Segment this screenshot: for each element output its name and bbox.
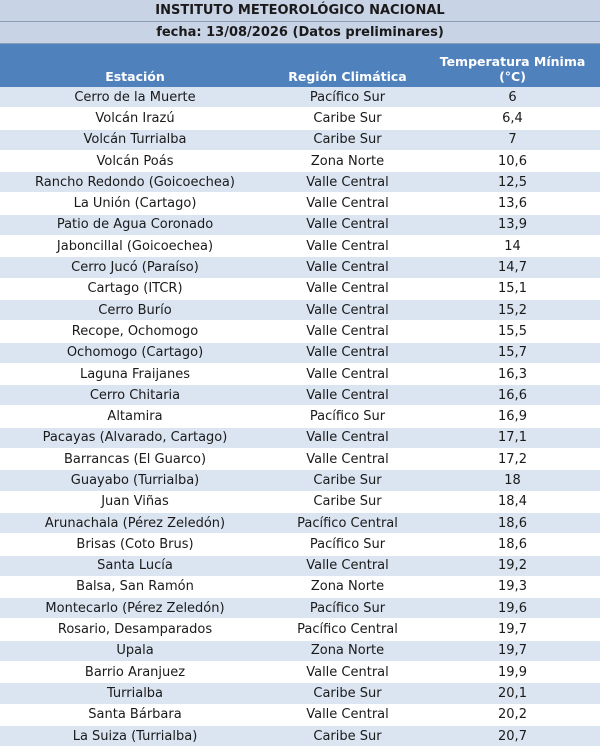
table-row — [0, 406, 600, 427]
region-cell: Caribe Sur — [313, 494, 382, 510]
region-cell: Caribe Sur — [313, 685, 382, 701]
region-cell: Valle Central — [306, 196, 389, 212]
station-cell: Volcán Irazú — [95, 110, 175, 126]
station-cell: Santa Bárbara — [88, 707, 182, 723]
station-cell: Cerro de la Muerte — [74, 89, 196, 105]
table-row — [0, 172, 600, 193]
table-row — [0, 683, 600, 704]
region-cell: Valle Central — [306, 174, 389, 190]
station-cell: Cerro Jucó (Paraíso) — [71, 260, 199, 276]
temperature-cell: 18,6 — [498, 515, 527, 531]
station-cell: Cerro Burío — [98, 302, 172, 318]
region-cell: Valle Central — [306, 238, 389, 254]
temperature-cell: 17,1 — [498, 430, 527, 446]
document-date: fecha: 13/08/2026 (Datos preliminares) — [0, 22, 600, 44]
temperature-cell: 12,5 — [498, 174, 527, 190]
table-row — [0, 87, 600, 108]
station-cell: Barrancas (El Guarco) — [63, 451, 207, 467]
region-cell: Pacífico Sur — [309, 409, 386, 425]
temperature-cell: 16,9 — [498, 409, 527, 425]
station-cell: Rancho Redondo (Goicoechea) — [35, 174, 235, 190]
station-cell: Volcán Turrialba — [83, 132, 187, 148]
station-cell: Guayabo (Turrialba) — [70, 472, 200, 488]
station-cell: Brisas (Coto Brus) — [76, 536, 194, 552]
table-row — [0, 108, 600, 129]
region-cell: Zona Norte — [310, 643, 385, 659]
table-row — [0, 513, 600, 534]
table-row — [0, 321, 600, 342]
station-cell: Santa Lucía — [97, 558, 173, 574]
temperature-cell: 13,9 — [498, 217, 527, 233]
table-row — [0, 556, 600, 577]
table-row — [0, 641, 600, 662]
station-cell: Upala — [116, 643, 154, 659]
header-region: Región Climática — [288, 69, 407, 84]
station-cell: La Suiza (Turrialba) — [72, 728, 198, 744]
temperature-cell: 18,4 — [498, 494, 527, 510]
region-cell: Valle Central — [306, 217, 389, 233]
station-cell: Cerro Chitaria — [89, 387, 181, 403]
temperature-cell: 19,2 — [498, 558, 527, 574]
table-row — [0, 705, 600, 726]
region-cell: Valle Central — [306, 260, 389, 276]
table-row — [0, 449, 600, 470]
table-row — [0, 726, 600, 747]
station-cell: Juan Viñas — [101, 494, 169, 510]
region-cell: Zona Norte — [310, 153, 385, 169]
table-row — [0, 300, 600, 321]
station-cell: La Unión (Cartago) — [73, 196, 197, 212]
station-cell: Balsa, San Ramón — [76, 579, 194, 595]
region-cell: Valle Central — [306, 707, 389, 723]
temperature-cell: 18,6 — [498, 536, 527, 552]
temperature-cell: 19,7 — [498, 643, 527, 659]
table-row — [0, 385, 600, 406]
temperature-cell: 15,5 — [498, 323, 527, 339]
region-cell: Pacífico Sur — [309, 89, 386, 105]
temperature-cell: 20,7 — [498, 728, 527, 744]
region-cell: Valle Central — [306, 281, 389, 297]
region-cell: Valle Central — [306, 430, 389, 446]
table-row — [0, 130, 600, 151]
table-row — [0, 193, 600, 214]
temperature-cell: 19,7 — [498, 622, 527, 638]
station-cell: Patio de Agua Coronado — [56, 217, 214, 233]
table-header — [0, 44, 600, 87]
temperature-cell: 20,1 — [498, 685, 527, 701]
region-cell: Pacífico Sur — [309, 536, 386, 552]
temperature-cell: 16,6 — [498, 387, 527, 403]
temperature-cell: 15,2 — [498, 302, 527, 318]
header-station: Estación — [105, 69, 165, 84]
table-row — [0, 151, 600, 172]
temperature-cell: 19,3 — [498, 579, 527, 595]
table-row — [0, 279, 600, 300]
table-row — [0, 236, 600, 257]
temperature-cell: 14,7 — [498, 260, 527, 276]
temperature-cell: 14 — [504, 238, 521, 254]
table-row — [0, 619, 600, 640]
table-row — [0, 364, 600, 385]
temperature-cell: 15,1 — [498, 281, 527, 297]
region-cell: Valle Central — [306, 323, 389, 339]
table-row — [0, 343, 600, 364]
station-cell: Jaboncillal (Goicoechea) — [56, 238, 214, 254]
temperature-cell: 7 — [508, 132, 517, 148]
region-cell: Pacífico Central — [297, 515, 398, 531]
table-row — [0, 215, 600, 236]
table-row — [0, 662, 600, 683]
temperature-cell: 6,4 — [502, 110, 523, 126]
station-cell: Arunachala (Pérez Zeledón) — [44, 515, 226, 531]
table-row — [0, 470, 600, 491]
temperature-cell: 18 — [504, 472, 521, 488]
station-cell: Recope, Ochomogo — [71, 323, 199, 339]
station-cell: Montecarlo (Pérez Zeledón) — [45, 600, 225, 616]
temperature-cell: 15,7 — [498, 345, 527, 361]
region-cell: Valle Central — [306, 664, 389, 680]
temperature-cell: 19,9 — [498, 664, 527, 680]
temperature-cell: 6 — [508, 89, 517, 105]
station-cell: Rosario, Desamparados — [57, 622, 213, 638]
temperature-cell: 16,3 — [498, 366, 527, 382]
table-row — [0, 428, 600, 449]
header-temperature: Temperatura Mínima (°C) — [439, 54, 586, 84]
temperature-cell: 20,2 — [498, 707, 527, 723]
table-row — [0, 257, 600, 278]
table-body — [0, 87, 600, 747]
region-cell: Valle Central — [306, 558, 389, 574]
temperature-cell: 19,6 — [498, 600, 527, 616]
station-cell: Turrialba — [106, 685, 164, 701]
station-cell: Barrio Aranjuez — [84, 664, 186, 680]
station-cell: Volcán Poás — [96, 153, 174, 169]
table-row — [0, 577, 600, 598]
region-cell: Caribe Sur — [313, 728, 382, 744]
table-row — [0, 534, 600, 555]
station-cell: Laguna Fraijanes — [79, 366, 191, 382]
region-cell: Valle Central — [306, 387, 389, 403]
region-cell: Pacífico Central — [297, 622, 398, 638]
region-cell: Caribe Sur — [313, 110, 382, 126]
region-cell: Caribe Sur — [313, 472, 382, 488]
temperature-cell: 10,6 — [498, 153, 527, 169]
region-cell: Valle Central — [306, 345, 389, 361]
region-cell: Pacífico Sur — [309, 600, 386, 616]
temperature-cell: 17,2 — [498, 451, 527, 467]
table-row — [0, 598, 600, 619]
station-cell: Pacayas (Alvarado, Cartago) — [42, 430, 228, 446]
temperature-cell: 13,6 — [498, 196, 527, 212]
region-cell: Zona Norte — [310, 579, 385, 595]
region-cell: Valle Central — [306, 366, 389, 382]
table-row — [0, 492, 600, 513]
station-cell: Altamira — [107, 409, 163, 425]
region-cell: Valle Central — [306, 302, 389, 318]
document-title: INSTITUTO METEOROLÓGICO NACIONAL — [0, 0, 600, 22]
region-cell: Caribe Sur — [313, 132, 382, 148]
region-cell: Valle Central — [306, 451, 389, 467]
station-cell: Ochomogo (Cartago) — [66, 345, 204, 361]
station-cell: Cartago (ITCR) — [87, 281, 183, 297]
